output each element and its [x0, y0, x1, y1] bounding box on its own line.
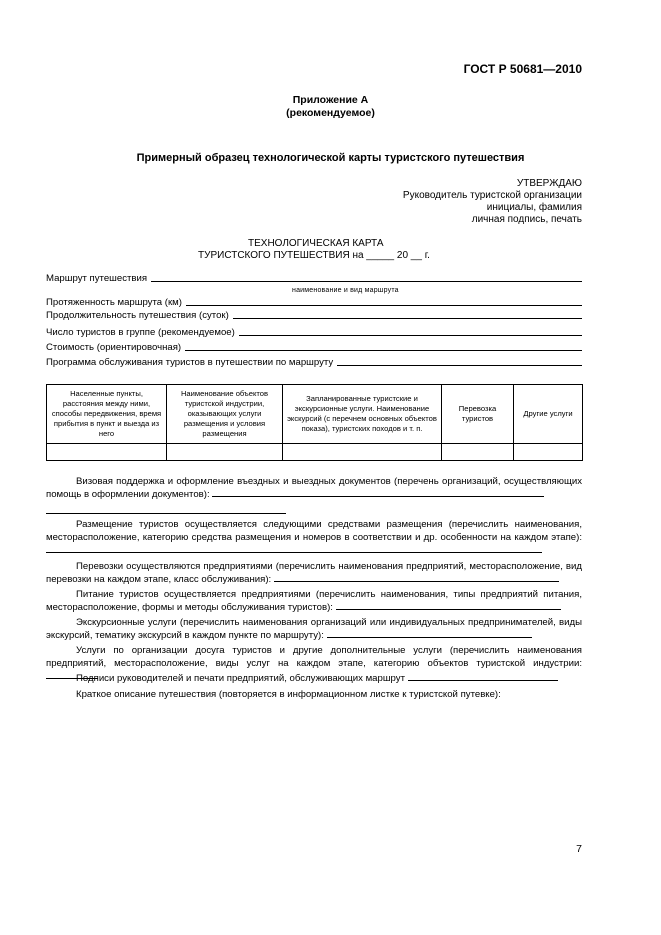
page-heading: Примерный образец технологической карты туристского путешествия [136, 152, 525, 164]
para-food [46, 589, 582, 615]
field-cost-label: Стоимость (ориентировочная) [46, 342, 182, 353]
para-visa-text: Визовая поддержка и оформление въездных и выездных документов (перечень организаций, осуществляющих помощь в оформлении документов): [46, 476, 582, 500]
field-group[interactable] [46, 326, 582, 338]
approve-line-1: Руководитель туристской организации [402, 190, 582, 201]
fill-line[interactable] [274, 580, 559, 582]
field-route-hint: наименование и вид маршрута [292, 287, 399, 294]
card-title-1: ТЕХНОЛОГИЧЕСКАЯ КАРТА [248, 238, 384, 249]
para-description-text: Краткое описание путешествия (повторяется в информационном листке к туристской путевке): [76, 689, 501, 700]
para-visa [46, 476, 582, 502]
table-cell[interactable] [47, 444, 167, 461]
para-leisure-text: Услуги по организации досуга туристов и другие дополнительные услуги (перечислить наименования предприятий, месторасположение, виды услуг на каждом этапе, категорию объектов туристской индустрии: [46, 645, 582, 669]
table-header-cell: Наименование объектов туристской индустрии, оказывающих услуги размещения и условия размещения [167, 385, 283, 444]
table-header-cell: Другие услуги [514, 385, 583, 444]
page-number: 7 [576, 843, 582, 855]
para-accommodation [46, 519, 582, 557]
table-cell[interactable] [283, 444, 442, 461]
standard-number: ГОСТ Р 50681—2010 [463, 62, 582, 76]
field-length-label: Протяженность маршрута (км) [46, 297, 182, 308]
table-cell[interactable] [442, 444, 514, 461]
approve-line-3: личная подпись, печать [471, 214, 582, 225]
field-cost[interactable] [46, 341, 582, 353]
para-transport-text: Перевозки осуществляются предприятиями (перечислить наименования предприятий, месторасположение, вид перевозки на каждом этапе, класс обслуживания): [46, 561, 582, 585]
fill-line[interactable] [327, 636, 532, 638]
table-header-row [47, 385, 583, 444]
table-cell[interactable] [167, 444, 283, 461]
appendix-note: (рекомендуемое) [286, 107, 375, 119]
table-row [47, 444, 583, 461]
field-program-label: Программа обслуживания туристов в путешествии по маршруту [46, 357, 334, 368]
field-duration[interactable] [46, 309, 582, 321]
para-food-text: Питание туристов осуществляется предприятиями (перечислить наименования, типы предприятий питания, месторасположение, формы и методы обслуживания туристов): [46, 589, 582, 613]
fill-line[interactable] [408, 679, 558, 681]
field-duration-label: Продолжительность путешествия (суток) [46, 310, 229, 321]
para-signatures [46, 673, 582, 686]
para-excursions-text: Экскурсионные услуги (перечислить наименования организаций или индивидуальных предпринимателей, виды экскурсий, тематику экскурсий в каждом пункте по маршруту): [46, 617, 582, 641]
services-table [46, 384, 583, 461]
card-title-2: ТУРИСТСКОГО ПУТЕШЕСТВИЯ на _____ 20 __ г. [198, 250, 430, 261]
field-group-label: Число туристов в группе (рекомендуемое) [46, 327, 235, 338]
approve-line-2: инициалы, фамилия [486, 202, 582, 213]
field-route-label: Маршрут путешествия [46, 273, 148, 284]
field-length[interactable] [46, 296, 582, 308]
para-accommodation-text: Размещение туристов осуществляется следующими средствами размещения (перечислить наименования, месторасположение, категорию средства размещения и номеров в соответствии и др. особенности на каждом этапе): [46, 519, 582, 543]
approve-label: УТВЕРЖДАЮ [516, 178, 582, 189]
fill-line[interactable] [336, 608, 561, 610]
para-description [46, 689, 582, 702]
field-program[interactable] [46, 356, 582, 368]
field-route[interactable] [46, 272, 582, 284]
table-header-cell: Перевозка туристов [442, 385, 514, 444]
fill-line[interactable] [46, 513, 286, 514]
table-cell[interactable] [514, 444, 583, 461]
para-excursions [46, 617, 582, 643]
fill-line[interactable] [46, 551, 542, 553]
table-header-cell: Населенные пункты, расстояния между ними, способы передвижения, время прибытия в пункт и выезда из него [47, 385, 167, 444]
appendix-title: Приложение А [292, 94, 369, 106]
para-transport [46, 561, 582, 587]
table-header-cell: Запланированные туристские и экскурсионные услуги. Наименование экскурсий (с перечнем основных объектов показа), туристских походов и т. п. [283, 385, 442, 444]
fill-line[interactable] [212, 495, 544, 497]
para-signatures-text: Подписи руководителей и печати предприятий, обслуживающих маршрут [76, 673, 405, 684]
